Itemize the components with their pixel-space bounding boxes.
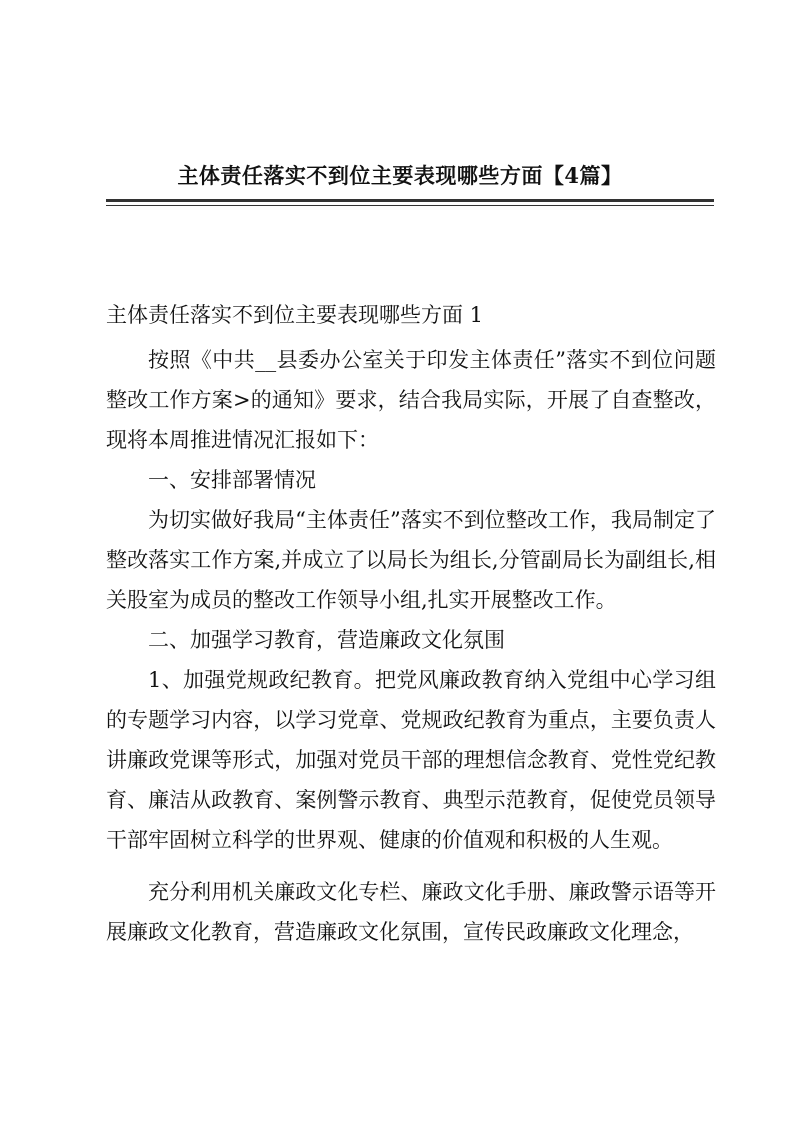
document-title: 主体责任落实不到位主要表现哪些方面【4篇】 bbox=[177, 163, 623, 188]
title-rule-thick bbox=[106, 199, 714, 202]
paragraph-deployment: 为切实做好我局“主体责任”落实不到位整改工作，我局制定了整改落实工作方案,并成立了以局长为组长,分管副局长为副组长,相关股室为成员的整改工作领导小组,扎实开展整改工作。 bbox=[106, 508, 716, 612]
paragraph-subheading-1: 一、安排部署情况 bbox=[148, 468, 316, 492]
paragraph-education: 1、加强党规政纪教育。把党风廉政教育纳入党组中心学习组的专题学习内容，以学习党章、党规政纪教育为重点，主要负责人讲廉政党课等形式，加强对党员干部的理想信念教育、党性党纪教育、廉洁从政教育、案例警示教育、典型示范教育，促使党员领导干部牢固树立科学的世界观、健康的价值观和积极的人生观。 bbox=[106, 668, 716, 852]
paragraph-intro: 按照《中共__县委办公室关于印发主体责任”落实不到位问题整改工作方案>的通知》要求，结合我局实际，开展了自查整改，现将本周推进情况汇报如下： bbox=[106, 348, 716, 452]
title-rule-thin bbox=[106, 205, 714, 206]
document-body bbox=[106, 295, 716, 952]
section-heading: 主体责任落实不到位主要表现哪些方面 1 bbox=[106, 303, 484, 327]
paragraph-culture: 充分利用机关廉政文化专栏、廉政文化手册、廉政警示语等开展廉政文化教育，营造廉政文化氛围，宣传民政廉政文化理念， bbox=[106, 880, 716, 944]
paragraph-subheading-2: 二、加强学习教育，营造廉政文化氛围 bbox=[148, 628, 505, 652]
